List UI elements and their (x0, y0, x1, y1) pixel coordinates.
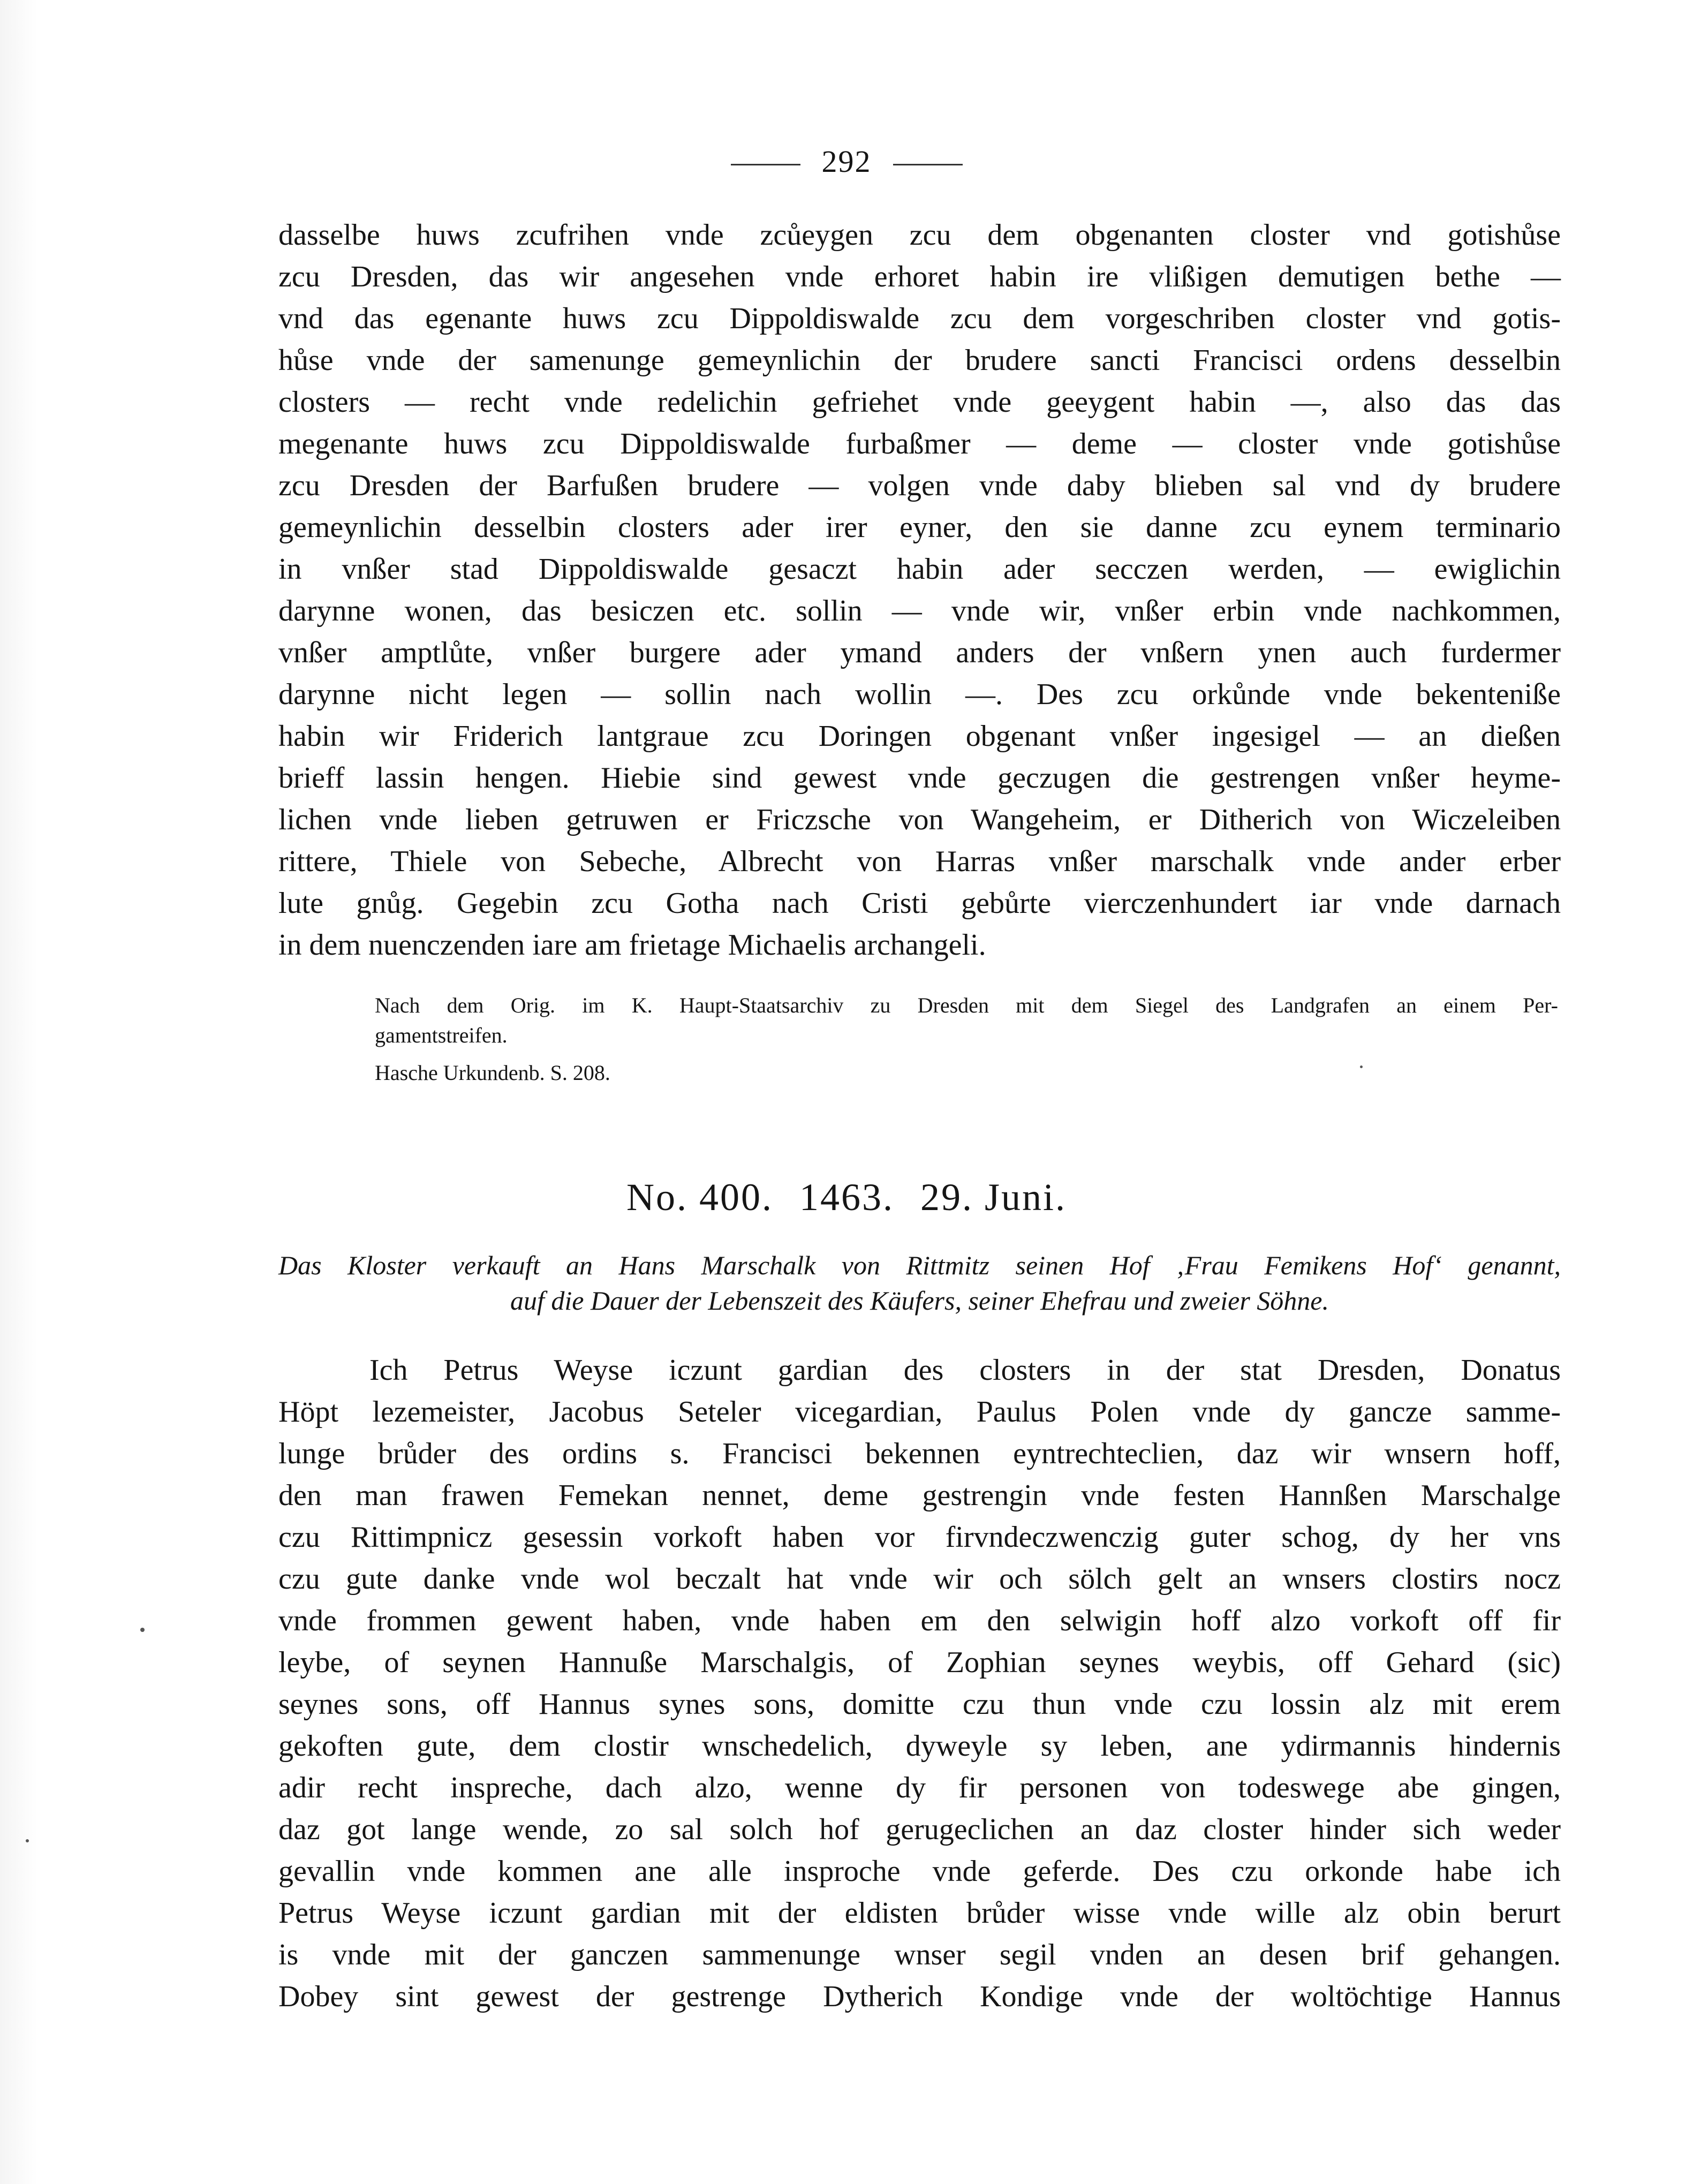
text-line: lunge brůder des ordins s. Francisci bekennen eyntrechteclien, daz wir wnsern hoff, (278, 1437, 1561, 1470)
header-rule-right (893, 164, 963, 165)
text-line: seynes sons, off Hannus synes sons, domitte czu thun vnde czu lossin alz mit erem (278, 1688, 1561, 1721)
scan-edge (0, 0, 37, 2184)
text-line: vnd das egenante huws zcu Dippoldiswalde zcu dem vorgeschriben closter vnd gotis- (278, 302, 1561, 335)
charter-text-400 (278, 1349, 1561, 2017)
text-line: gekoften gute, dem clostir wnschedelich, dyweyle sy leben, ane ydirmannis hindernis (278, 1729, 1561, 1763)
text-line: czu gute danke vnde wol beczalt hat vnde wir och sölch gelt an wnsers clostirs nocz (278, 1562, 1561, 1596)
entry-regest (278, 1248, 1561, 1318)
scan-speck (140, 1628, 145, 1632)
text-line: vnßer amptlůte, vnßer burgere ader ymand anders der vnßern ynen auch furdermer (278, 636, 1561, 669)
text-line: daz got lange wende, zo sal solch hof gerugeclichen an daz closter hinder sich weder (278, 1813, 1561, 1846)
source-notes (375, 991, 1558, 1088)
text-line: is vnde mit der ganczen sammenunge wnser segil vnden an desen brif gehangen. (278, 1938, 1561, 1971)
text-line: vnde frommen gewent haben, vnde haben em den selwigin hoff alzo vorkoft off fir (278, 1604, 1561, 1637)
text-line: adir recht inspreche, dach alzo, wenne dy fir personen von todeswege abe gingen, (278, 1771, 1561, 1804)
charter-text-continued (278, 214, 1561, 966)
regest-line: Das Kloster verkauft an Hans Marschalk von Rittmitz seinen Hof ‚Frau Femikens Hof‘ genannt, (278, 1250, 1561, 1280)
source-note-line: gamentstreifen. (375, 1023, 508, 1047)
text-line: gemeynlichin desselbin closters ader irer eyner, den sie danne zcu eynem terminario (278, 511, 1561, 544)
text-line: megenante huws zcu Dippoldiswalde furbaßmer — deme — closter vnde gotishůse (278, 427, 1561, 460)
text-line: brieff lassin hengen. Hiebie sind gewest vnde geczugen die gestrengen vnßer heyme- (278, 761, 1561, 795)
scan-speck (1360, 1065, 1363, 1068)
page-header (0, 143, 1693, 179)
text-line: czu Rittimpnicz gesessin vorkoft haben vor firvndeczwenczig guter schog, dy her vns (278, 1521, 1561, 1554)
text-line: in dem nuenczenden iare am frietage Michaelis archangeli. (278, 928, 986, 962)
text-line: Ich Petrus Weyse iczunt gardian des closters in der stat Dresden, Donatus (369, 1354, 1561, 1387)
text-line: leybe, of seynen Hannuße Marschalgis, of Zophian seynes weybis, off Gehard (sic) (278, 1646, 1561, 1679)
scan-speck (26, 1839, 29, 1842)
text-line: Höpt lezemeister, Jacobus Seteler vicegardian, Paulus Polen vnde dy gancze samme- (278, 1395, 1561, 1429)
text-line: lute gnůg. Gegebin zcu Gotha nach Cristi gebůrte vierczenhundert iar vnde darnach (278, 887, 1561, 920)
text-line: Petrus Weyse iczunt gardian mit der eldisten brůder wisse vnde wille alz obin berurt (278, 1896, 1561, 1930)
header-rule-left (731, 164, 800, 165)
text-line: rittere, Thiele von Sebeche, Albrecht von Harras vnßer marschalk vnde ander erber (278, 845, 1561, 878)
text-line: closters — recht vnde redelichin gefriehet vnde geeygent habin —, also das das (278, 386, 1561, 419)
entry-heading (0, 1175, 1693, 1220)
entry-number: No. 400. (626, 1176, 773, 1219)
text-line: dasselbe huws zcufrihen vnde zcůeygen zcu dem obgenanten closter vnd gotishůse (278, 218, 1561, 252)
text-line: darynne nicht legen — sollin nach wollin —. Des zcu orkůnde vnde bekenteniße (278, 678, 1561, 711)
text-line: hůse vnde der samenunge gemeynlichin der brudere sancti Francisci ordens desselbin (278, 344, 1561, 377)
page-number: 292 (821, 144, 872, 179)
bibliographic-reference: Hasche Urkundenb. S. 208. (375, 1061, 610, 1085)
text-line: gevallin vnde kommen ane alle insproche vnde geferde. Des czu orkonde habe ich (278, 1855, 1561, 1888)
entry-year: 1463. (799, 1176, 894, 1219)
entry-date: 29. Juni. (920, 1176, 1067, 1219)
text-line: lichen vnde lieben getruwen er Friczsche von Wangeheim, er Ditherich von Wiczeleiben (278, 803, 1561, 836)
text-line: zcu Dresden, das wir angesehen vnde erhoret habin ire vlißigen demutigen bethe — (278, 260, 1561, 293)
text-line: habin wir Friderich lantgraue zcu Doringen obgenant vnßer ingesigel — an dießen (278, 720, 1561, 753)
regest-line: auf die Dauer der Lebenszeit des Käufers, seiner Ehefrau und zweier Söhne. (510, 1286, 1329, 1316)
text-line: den man frawen Femekan nennet, deme gestrengin vnde festen Hannßen Marschalge (278, 1479, 1561, 1512)
text-line: Dobey sint gewest der gestrenge Dytherich Kondige vnde der woltöchtige Hannus (278, 1980, 1561, 2013)
text-line: darynne wonen, das besiczen etc. sollin — vnde wir, vnßer erbin vnde nachkommen, (278, 594, 1561, 628)
text-line: in vnßer stad Dippoldiswalde gesaczt habin ader secczen werden, — ewiglichin (278, 553, 1561, 586)
source-note-line: Nach dem Orig. im K. Haupt-Staatsarchiv zu Dresden mit dem Siegel des Landgrafen an einem Per- (375, 993, 1558, 1017)
text-line: zcu Dresden der Barfußen brudere — volgen vnde daby blieben sal vnd dy brudere (278, 469, 1561, 502)
